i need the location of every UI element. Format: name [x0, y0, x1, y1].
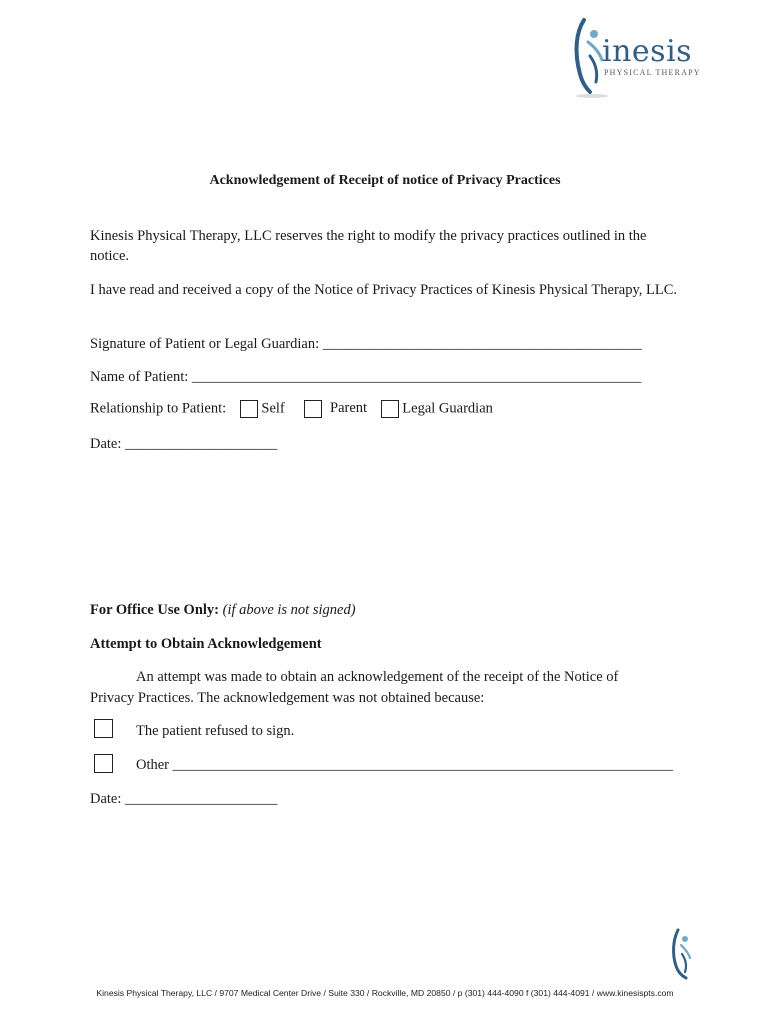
self-option-label: Self [261, 400, 285, 417]
parent-checkbox[interactable] [304, 400, 322, 418]
relationship-label: Relationship to Patient: [90, 400, 227, 417]
office-use-heading [90, 602, 680, 619]
legal-guardian-checkbox[interactable] [381, 400, 399, 418]
refused-checkbox[interactable] [94, 719, 113, 738]
patient-name-field[interactable]: Name of Patient: ______________________________________________________________ [90, 369, 642, 385]
received-copy-paragraph: I have read and received a copy of the Notice of Privacy Practices of Kinesis Physical Therapy, LLC. [90, 282, 678, 298]
logo-wordmark: inesis [602, 34, 693, 69]
other-checkbox[interactable] [94, 754, 113, 773]
office-use-note: (if above is not signed) [222, 602, 356, 618]
office-use-label: For Office Use Only: [90, 602, 219, 618]
modify-notice-paragraph: Kinesis Physical Therapy, LLC reserves the right to modify the privacy practices outlined in the notice. [90, 228, 647, 264]
signature-field[interactable]: Signature of Patient or Legal Guardian: ____________________________________________ [90, 336, 642, 352]
attempt-paragraph-line2: Privacy Practices. The acknowledgement was not obtained because: [90, 690, 485, 706]
footer-address: Kinesis Physical Therapy, LLC / 9707 Medical Center Drive / Suite 330 / Rockville, MD 20850 / p (301) 444-4090 f (301) 444-4091 / www.kinesispts.com [96, 988, 674, 998]
office-date-field[interactable]: Date: _____________________ [90, 791, 278, 807]
other-reason-field[interactable]: Other _____________________________________________________________________ [136, 757, 673, 773]
footer-logo-icon [668, 926, 698, 982]
attempt-heading: Attempt to Obtain Acknowledgement [90, 636, 322, 652]
parent-option-label: Parent [330, 400, 368, 417]
company-logo [566, 12, 706, 102]
logo-tagline: PHYSICAL THERAPY [604, 68, 701, 77]
relationship-row [90, 400, 680, 418]
document-title: Acknowledgement of Receipt of notice of Privacy Practices [209, 173, 561, 188]
refused-option-label: The patient refused to sign. [136, 723, 295, 739]
self-checkbox[interactable] [240, 400, 258, 418]
attempt-paragraph-line1: An attempt was made to obtain an acknowledgement of the receipt of the Notice of [136, 669, 619, 685]
legal-guardian-option-label: Legal Guardian [402, 400, 493, 417]
date-field[interactable]: Date: _____________________ [90, 436, 278, 452]
